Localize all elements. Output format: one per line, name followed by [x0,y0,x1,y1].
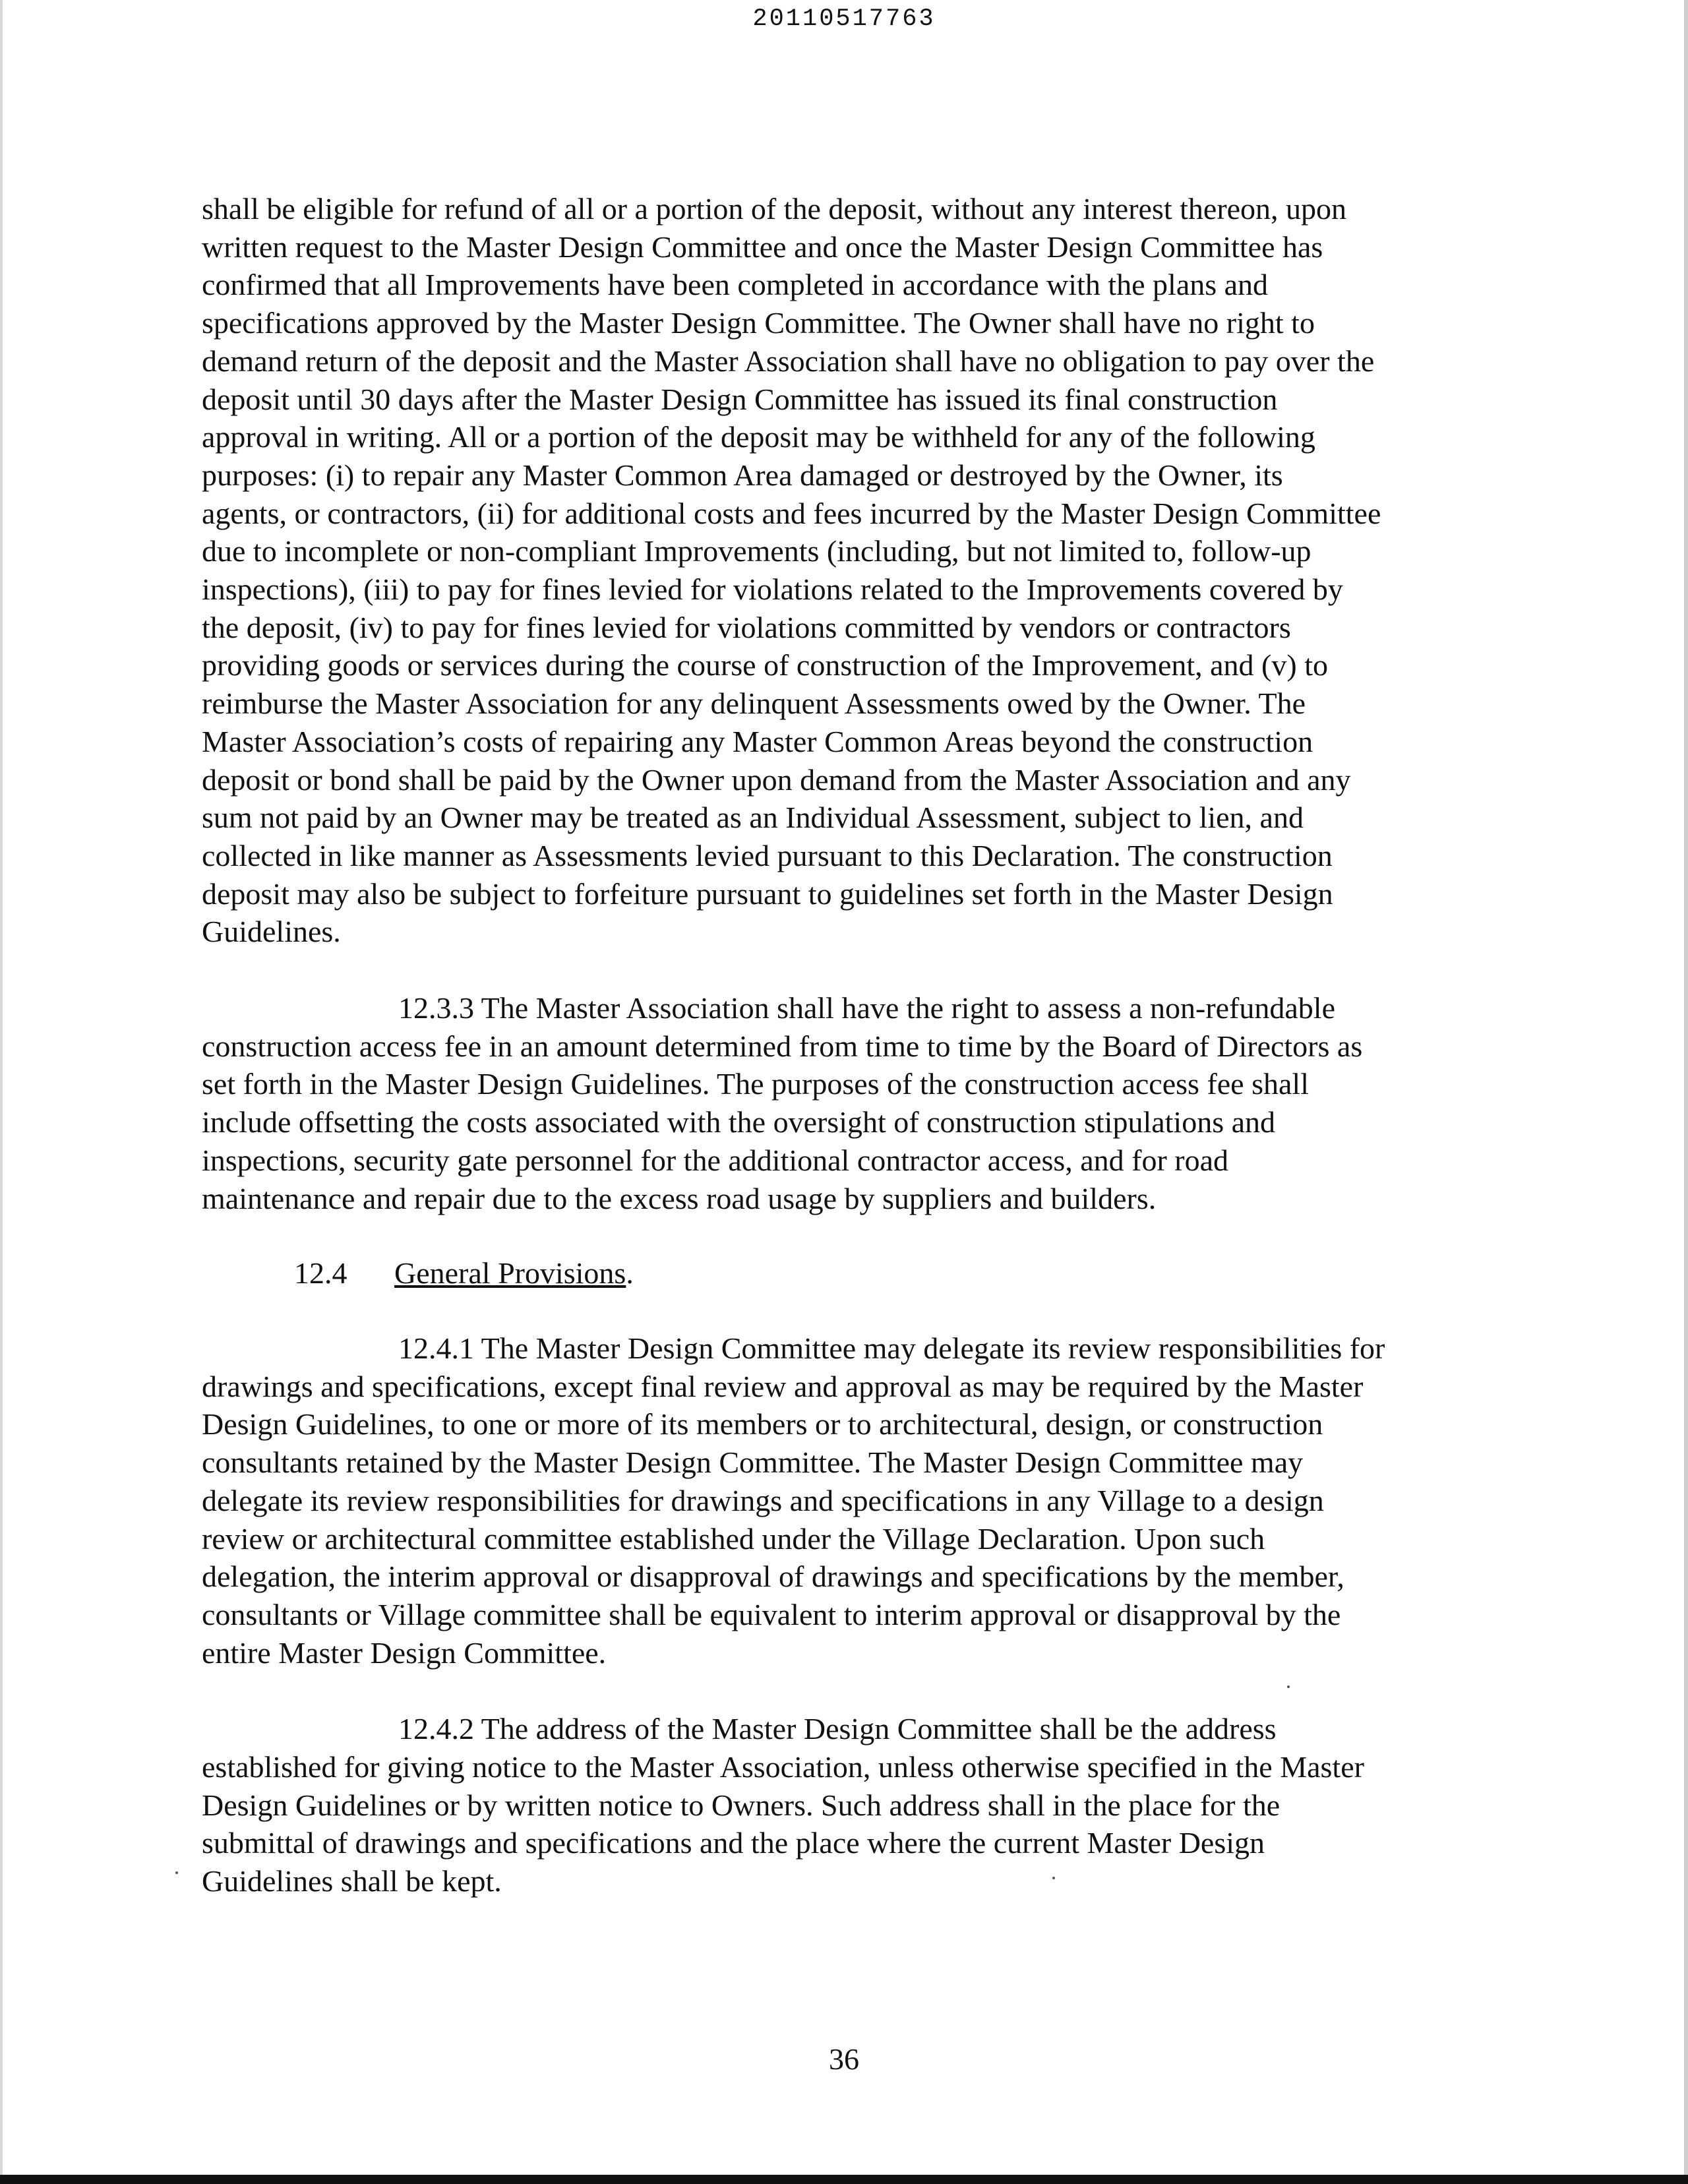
text-line: consultants retained by the Master Design Committee. The Master Design Committee may [202,1445,1304,1480]
text-line: the deposit, (iv) to pay for fines levied for violations committed by vendors or contractors [202,610,1291,644]
text-line: 12.3.3 The Master Association shall have the right to assess a non-refundable [398,991,1335,1025]
section-title-period: . [626,1256,634,1290]
text-line: deposit or bond shall be paid by the Owner upon demand from the Master Association and any [202,762,1351,797]
text-line: maintenance and repair due to the excess road usage by suppliers and builders. [202,1181,1157,1215]
section-title: General Provisions [394,1256,626,1290]
text-line: review or architectural committee established under the Village Declaration. Upon such [202,1521,1265,1556]
page-edge-right [1684,0,1688,2184]
scan-speck [1287,1685,1290,1688]
section-heading-12-4 [202,1254,1494,1292]
text-line: submittal of drawings and specifications and the place where the current Master Design [202,1826,1265,1860]
text-line: Master Association’s costs of repairing any Master Common Areas beyond the construction [202,724,1313,758]
text-line: purposes: (i) to repair any Master Common Area damaged or destroyed by the Owner, its [202,458,1283,492]
text-line: Guidelines. [202,915,341,949]
text-line: reimburse the Master Association for any delinquent Assessments owed by the Owner. The [202,686,1306,721]
text-line: due to incomplete or non-compliant Improvements (including, but not limited to, follow-up [202,534,1311,568]
document-number: 20110517763 [752,5,936,33]
paragraph-12-3-3 [202,989,1494,1217]
text-line: Design Guidelines, to one or more of its members or to architectural, design, or construction [202,1407,1323,1441]
text-line: demand return of the deposit and the Master Association shall have no obligation to pay over the [202,344,1375,378]
scan-speck [1052,1877,1055,1879]
text-line: inspections), (iii) to pay for fines levied for violations related to the Improvements covered by [202,572,1343,607]
page-edge-bottom [0,2175,1688,2184]
text-line: deposit may also be subject to forfeiture pursuant to guidelines set forth in the Master Design [202,876,1333,911]
text-line: consultants or Village committee shall be equivalent to interim approval or disapproval by the [202,1597,1341,1631]
document-body [202,190,1494,1900]
text-line: construction access fee in an amount determined from time to time by the Board of Directors as [202,1029,1363,1063]
section-number: 12.4 [294,1256,347,1290]
text-line: established for giving notice to the Master Association, unless otherwise specified in the Master [202,1750,1364,1784]
scan-speck [175,1871,178,1874]
text-line: sum not paid by an Owner may be treated as an Individual Assessment, subject to lien, and [202,801,1304,835]
paragraph-12-4-2 [202,1710,1494,1900]
text-line: providing goods or services during the course of construction of the Improvement, and (v) to [202,648,1328,682]
text-line: 12.4.2 The address of the Master Design Committee shall be the address [398,1712,1277,1746]
paragraph-12-4-1 [202,1329,1494,1672]
paragraph-deposit-refund [202,190,1494,951]
text-line: delegation, the interim approval or disapproval of drawings and specifications by the member, [202,1560,1344,1594]
text-line: written request to the Master Design Committee and once the Master Design Committee has [202,229,1323,264]
text-line: deposit until 30 days after the Master Design Committee has issued its final construction [202,382,1278,416]
text-line: specifications approved by the Master Design Committee. The Owner shall have no right to [202,306,1315,340]
text-line: Guidelines shall be kept. [202,1864,502,1898]
text-line: Design Guidelines or by written notice to Owners. Such address shall in the place for the [202,1788,1281,1822]
page-number: 36 [829,2042,859,2076]
text-line: inspections, security gate personnel for the additional contractor access, and for road [202,1143,1229,1177]
text-line: confirmed that all Improvements have been completed in accordance with the plans and [202,268,1269,302]
text-line: delegate its review responsibilities for drawings and specifications in any Village to a design [202,1483,1324,1517]
text-line: drawings and specifications, except final review and approval as may be required by the Master [202,1369,1364,1403]
text-line: entire Master Design Committee. [202,1635,607,1670]
text-line: shall be eligible for refund of all or a portion of the deposit, without any interest thereon, upon [202,192,1347,226]
text-line: set forth in the Master Design Guidelines. The purposes of the construction access fee shall [202,1067,1309,1101]
text-line: collected in like manner as Assessments levied pursuant to this Declaration. The construction [202,838,1333,872]
text-line: include offsetting the costs associated with the oversight of construction stipulations and [202,1105,1276,1139]
text-line: 12.4.1 The Master Design Committee may delegate its review responsibilities for [398,1331,1385,1365]
text-line: agents, or contractors, (ii) for additional costs and fees incurred by the Master Design Committee [202,496,1381,530]
page-edge-left [0,0,3,2184]
text-line: approval in writing. All or a portion of the deposit may be withheld for any of the following [202,420,1315,454]
